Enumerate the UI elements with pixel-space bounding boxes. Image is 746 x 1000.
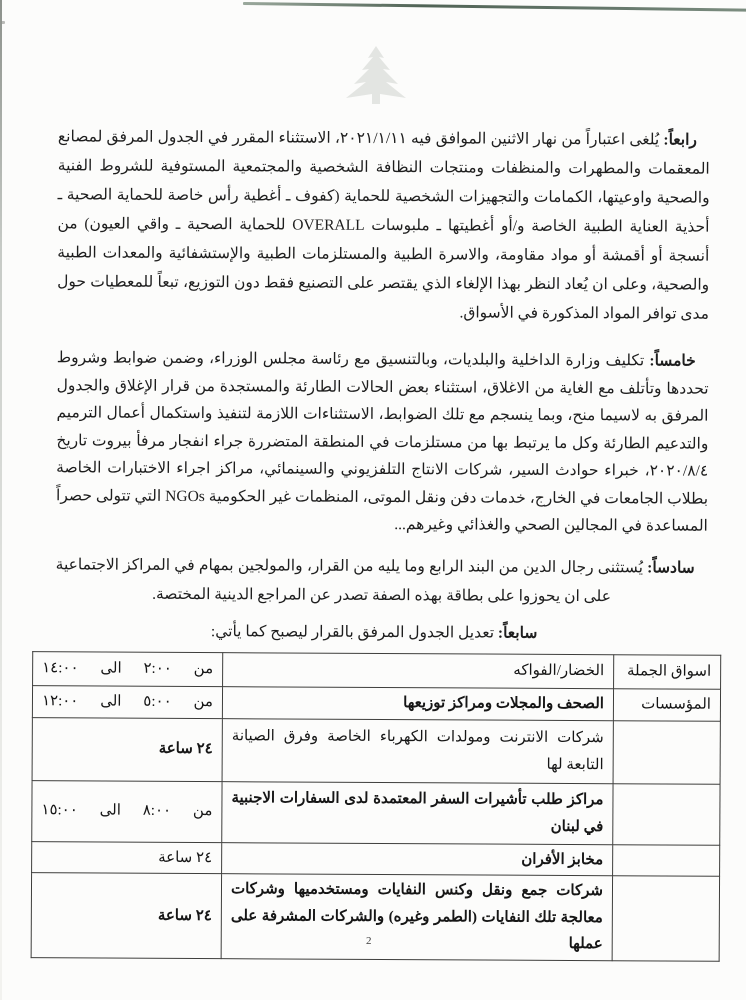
clause-fourth xyxy=(57,122,710,328)
description-cell: الصحف والمجلات ومراكز توزيعها xyxy=(222,686,613,720)
category-cell xyxy=(613,783,720,845)
hours-cell: من ٢:٠٠ الى ١٤:٠٠ xyxy=(33,651,223,686)
clause-sixth xyxy=(55,550,707,611)
clause-fifth-header: خامساً: xyxy=(649,352,696,370)
hours-cell: ‪٢٤ ساعة‬ xyxy=(31,873,221,959)
clause-sixth-text: يُستثنى رجال الدين من البند الرابع وما يليه من القرار، والمولجين بمهام في المراكز الاجتماعية على ان يحوزوا على بطاقة بهذه الصفة تصدر عن المراجع الدينية المختصة. xyxy=(55,555,648,605)
clause-sixth-header: سادساً: xyxy=(647,558,695,577)
table-row xyxy=(32,780,720,845)
table-row xyxy=(32,717,720,784)
hours-cell: ‪٢٤ ساعة‬ xyxy=(32,841,222,873)
clause-seventh-header: سابعاً: xyxy=(497,624,538,642)
hours-cell: ‪٢٤ ساعة‬ xyxy=(32,717,222,781)
category-cell: المؤسسات xyxy=(613,688,720,721)
clause-fifth-text: تكليف وزارة الداخلية والبلديات، وبالتنسيق مع رئاسة مجلس الوزراء، وضمن ضوابط وشروط تحددها وتأتلف مع الغاية من الاغلاق، استثناء بعض الحالات الطارئة والمستجدة من قرار الإغلاق والجدول المرفق به لاسيما منح، وبما ينسجم مع تلك الضوابط، الاستثناءات اللازمة لتنفيذ واستكمال أعمال الترميم والتدعيم الطارئة وكل ما يرتبط بها من مستلزمات في المنطقة المتضررة جراء انفجار مرفأ بيروت تاريخ ٢٠٢٠/٨/٤، خبراء حوادث السير، شركات الانتاج التلفزيوني والسينمائي، مراكز اجراء الاختبارات الخاصة بطلاب الجامعات في الخارج، خدمات دفن ونقل الموتى، المنظمات غير الحكومية NGOs التي تتولى حصراً المساعدة في المجالين الصحي والغذائي وغيرهم... xyxy=(56,349,709,535)
category-cell: اسواق الجملة xyxy=(614,654,721,689)
description-cell: شركات جمع ونقل وكنس النفايات ومستخدميها وشركات معالجة تلك النفايات (الطمر وغيره) والشركات المشرفة على عملها xyxy=(221,874,612,961)
scan-paper-edge-top xyxy=(243,2,746,12)
table-row xyxy=(32,841,720,876)
document-body xyxy=(41,122,712,961)
table-row xyxy=(33,651,721,689)
clause-seventh xyxy=(55,618,537,647)
description-cell: مراكز طلب تأشيرات السفر المعتمدة لدى السفارات الاجنبية في لبنان xyxy=(222,781,613,844)
category-cell xyxy=(613,844,720,876)
cedar-watermark-icon xyxy=(328,44,424,108)
table-row xyxy=(31,873,719,962)
hours-cell: من ٥:٠٠ الى ١٢:٠٠ xyxy=(32,685,222,718)
table-row xyxy=(32,685,720,721)
category-cell xyxy=(612,876,719,962)
description-cell: مخابز الأفران xyxy=(222,842,613,876)
opening-hours-table xyxy=(31,651,722,962)
hours-cell: من ٨:٠٠ الى ١٥:٠٠ xyxy=(32,780,222,842)
description-cell: شركات الانترنت ومولدات الكهرباء الخاصة وفرق الصيانة التابعة لها xyxy=(222,718,613,783)
scan-speck xyxy=(1,21,5,24)
clause-seventh-text: تعديل الجدول المرفق بالقرار ليصبح كما يأتي: xyxy=(210,622,498,642)
clause-fourth-header: رابعاً: xyxy=(663,131,697,149)
category-cell xyxy=(613,720,720,784)
clause-fifth xyxy=(56,344,709,540)
scan-paper-edge-left xyxy=(0,0,2,1000)
page-number: 2 xyxy=(366,935,372,947)
clause-fourth-text: يُلغى اعتباراً من نهار الاثنين الموافق فيه ٢٠٢١/١/١١، الاستثناء المقرر في الجدول المرفق لمصانع المعقمات والمطهرات والمنظفات ومنتجات النظافة الشخصية والمجتمعية المستوفية للشروط الفنية والصحية واوعيتها، الكمامات والتجهيزات الشخصية للحماية (كفوف ـ أغطية رأس خاصة للحماية الصحية ـ أحذية العناية الطبية الخاصة و/أو أغطيتها ـ ملبوسات OVERALL للحماية الصحية ـ واقي العيون) من أنسجة أو أقمشة أو مواد مقاومة، والاسرة الطبية والمستلزمات الطبية والإستشفائية والمعدات الطبية والصحية، وعلى ان يُعاد النظر بهذا الإلغاء الذي يقتصر على التصنيع فقط دون التوزيع، تبعاً للمعطيات حول مدى توافر المواد المذكورة في الأسواق. xyxy=(57,128,710,323)
description-cell: الخضار/الفواكه xyxy=(223,652,614,688)
